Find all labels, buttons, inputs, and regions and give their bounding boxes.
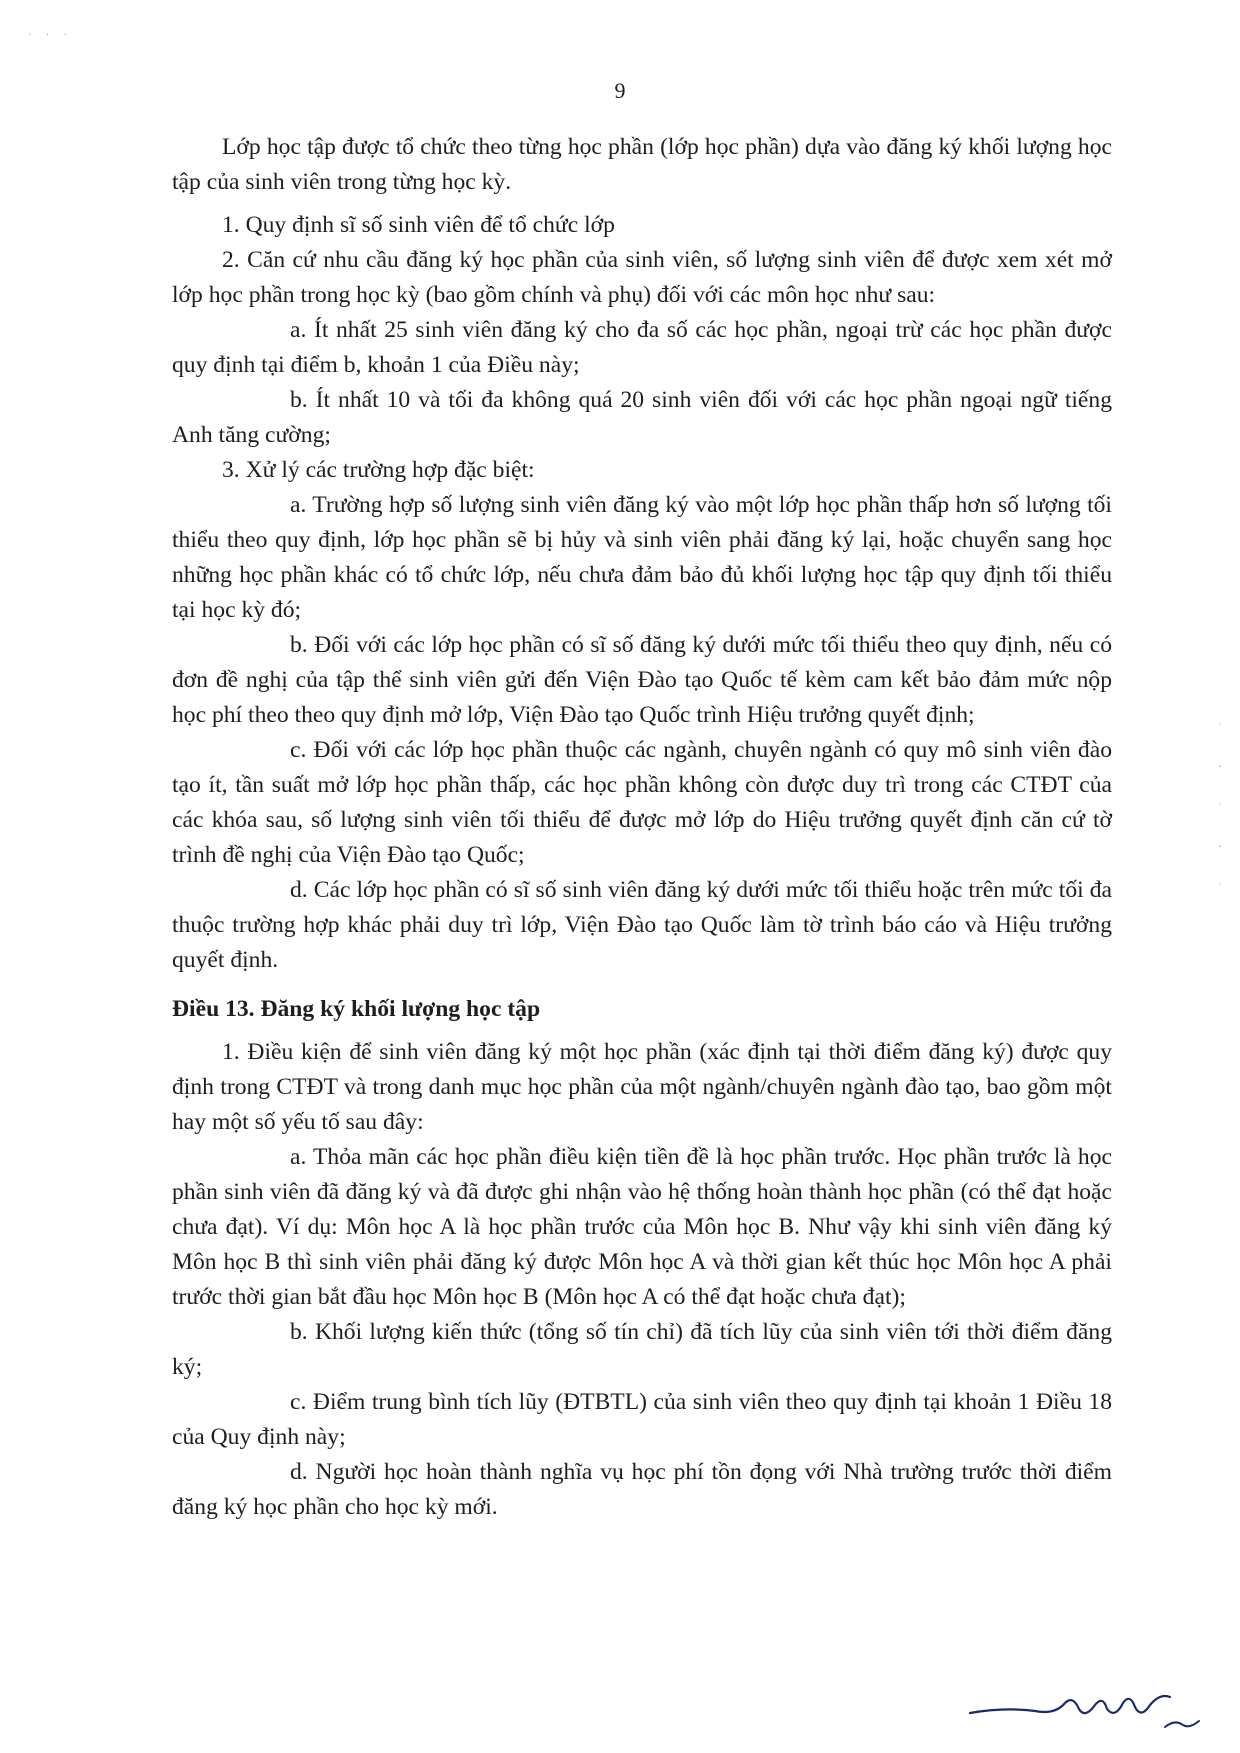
clause-2: 2. Căn cứ nhu cầu đăng ký học phần của sinh viên, số lượng sinh viên để được xem xét mở lớp học phần trong học kỳ (bao gồm chính và phụ) đối với các môn học như sau:	[172, 247, 1112, 308]
clause-3d: d. Các lớp học phần có sĩ số sinh viên đăng ký dưới mức tối thiểu hoặc trên mức tối đa thuộc trường hợp khác phải duy trì lớp, Viện Đào tạo Quốc làm tờ trình báo cáo và Hiệu trưởng quyết định.	[172, 877, 1112, 973]
article-13-clause-1a: a. Thỏa mãn các học phần điều kiện tiền đề là học phần trước. Học phần trước là học phần sinh viên đã đăng ký và đã được ghi nhận vào hệ thống hoàn thành học phần (có thể đạt hoặc chưa đạt). Ví dụ: Môn học A là học phần trước của Môn học B. Như vậy khi sinh viên đăng ký Môn học B thì sinh viên phải đăng ký được Môn học A và thời gian kết thúc học Môn học A phải trước thời gian bắt đầu học Môn học B (Môn học A có thể đạt hoặc chưa đạt);	[172, 1144, 1112, 1310]
article-13-clause-1: 1. Điều kiện để sinh viên đăng ký một học phần (xác định tại thời điểm đăng ký) được quy định trong CTĐT và trong danh mục học phần của một ngành/chuyên ngành đào tạo, bao gồm một hay một số yếu tố sau đây:	[172, 1039, 1112, 1135]
article-13-clause-1d: d. Người học hoàn thành nghĩa vụ học phí tồn đọng với Nhà trường trước thời điểm đăng ký học phần cho học kỳ mới.	[172, 1459, 1112, 1520]
clause-2a: a. Ít nhất 25 sinh viên đăng ký cho đa số các học phần, ngoại trừ các học phần được quy định tại điểm b, khoản 1 của Điều này;	[172, 317, 1112, 378]
document-body	[172, 130, 1112, 1525]
clause-1: 1. Quy định sĩ số sinh viên để tổ chức lớp	[222, 212, 615, 238]
clause-3: 3. Xử lý các trường hợp đặc biệt:	[222, 457, 535, 483]
intro-paragraph: Lớp học tập được tổ chức theo từng học phần (lớp học phần) dựa vào đăng ký khối lượng học tập của sinh viên trong từng học kỳ.	[172, 134, 1112, 195]
scan-artifact: · · ·	[28, 30, 73, 41]
page-number: 9	[614, 78, 626, 103]
clause-3a: a. Trường hợp số lượng sinh viên đăng ký vào một lớp học phần thấp hơn số lượng tối thiểu theo quy định, lớp học phần sẽ bị hủy và sinh viên phải đăng ký lại, hoặc chuyển sang học những học phần khác có tổ chức lớp, nếu chưa đảm bảo đủ khối lượng học tập quy định tối thiểu tại học kỳ đó;	[172, 492, 1112, 623]
clause-2b: b. Ít nhất 10 và tối đa không quá 20 sinh viên đối với các học phần ngoại ngữ tiếng Anh tăng cường;	[172, 387, 1112, 448]
signature-mark	[965, 1675, 1205, 1735]
article-13-clause-1b: b. Khối lượng kiến thức (tổng số tín chỉ) đã tích lũy của sinh viên tới thời điểm đăng ký;	[172, 1319, 1112, 1380]
margin-stamp-marks: ˈ · ˈ · ˈ	[1218, 721, 1222, 893]
clause-3b: b. Đối với các lớp học phần có sĩ số đăng ký dưới mức tối thiểu theo quy định, nếu có đơn đề nghị của tập thể sinh viên gửi đến Viện Đào tạo Quốc tế kèm cam kết bảo đảm mức nộp học phí theo theo quy định mở lớp, Viện Đào tạo Quốc trình Hiệu trưởng quyết định;	[172, 632, 1112, 728]
article-13-heading: Điều 13. Đăng ký khối lượng học tập	[172, 996, 541, 1022]
clause-3c: c. Đối với các lớp học phần thuộc các ngành, chuyên ngành có quy mô sinh viên đào tạo ít, tần suất mở lớp học phần thấp, các học phần không còn được duy trì trong các CTĐT của các khóa sau, số lượng sinh viên tối thiểu để được mở lớp do Hiệu trưởng quyết định căn cứ tờ trình đề nghị của Viện Đào tạo Quốc;	[172, 737, 1112, 868]
article-13-clause-1c: c. Điểm trung bình tích lũy (ĐTBTL) của sinh viên theo quy định tại khoản 1 Điều 18 của Quy định này;	[172, 1389, 1112, 1450]
